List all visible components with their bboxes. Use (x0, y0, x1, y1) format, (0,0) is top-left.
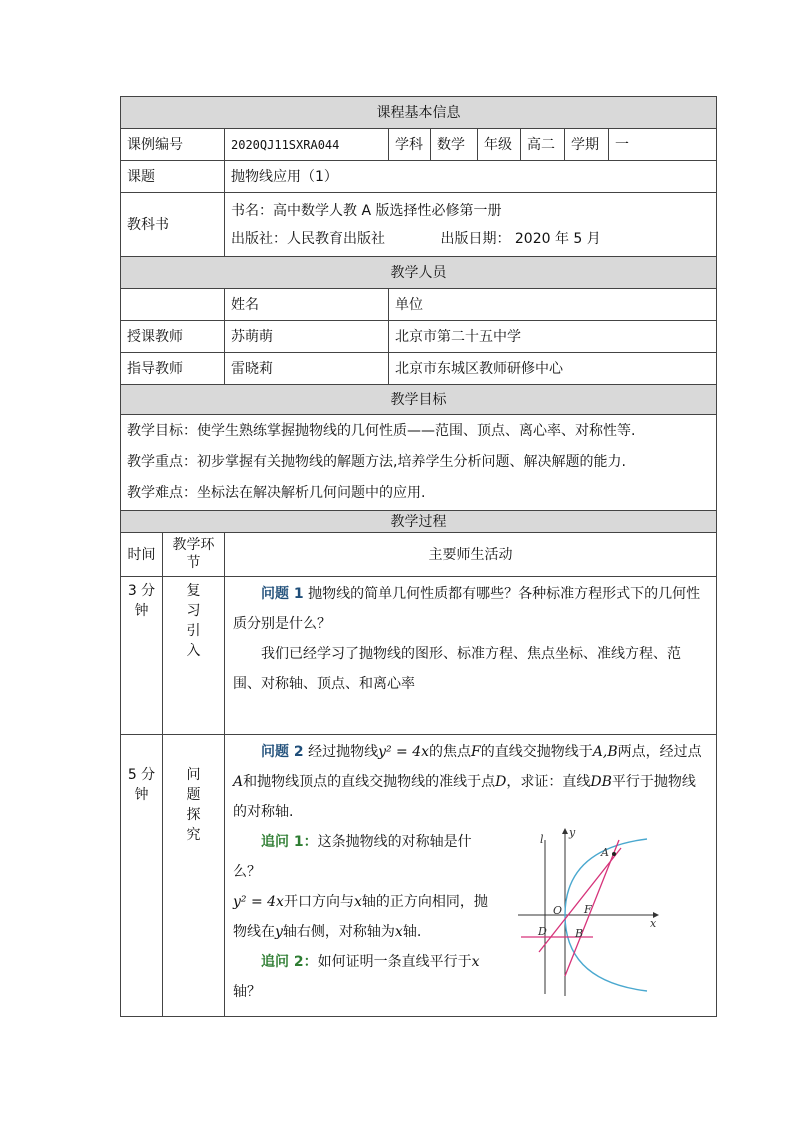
q2-text-g: 平行于抛物线的对称轴. (233, 774, 696, 820)
f1-text-d: 轴. (402, 924, 422, 940)
pub-date: 出版日期： 2020 年 5 月 (440, 230, 601, 247)
f1-text-b: 轴的正方向相同，抛物线在 (233, 894, 488, 940)
book-name: 书名：高中数学人教 A 版选择性必修第一册 (231, 202, 502, 219)
goal-text: 教学目标：使学生熟练掌握抛物线的几何性质——范围、顶点、离心率、对称性等. (127, 423, 636, 439)
label-a: A (601, 846, 609, 859)
focus-symbol: F (471, 744, 481, 760)
term-label: 学期 (565, 129, 609, 161)
label-f: F (584, 903, 592, 916)
question-1-text: 抛物线的简单几何性质都有哪些？各种标准方程形式下的几何性质分别是什么？ (233, 586, 701, 632)
followup-1-label: 追问 1： (261, 834, 318, 850)
f1-text-c: 轴右侧，对称轴为 (282, 924, 395, 940)
f1-x: x (353, 894, 362, 910)
y-axis-arrow (562, 828, 568, 834)
point-a-dot (612, 852, 616, 856)
goals-header: 教学目标 (121, 385, 717, 415)
row1-activity (225, 577, 717, 735)
review-text: 我们已经学习了抛物线的图形、标准方程、焦点坐标、准线方程、范围、对称轴、顶点、和离心率 (233, 646, 681, 692)
label-o: O (553, 904, 563, 917)
topic-label: 课题 (121, 161, 225, 193)
basic-info-header: 课程基本信息 (121, 97, 717, 129)
line-db: DB (590, 774, 612, 790)
lecturer-name: 苏萌萌 (225, 321, 389, 353)
f1-y: y (275, 924, 283, 940)
code-label: 课例编号 (121, 129, 225, 161)
q2-text-d: 两点，经过点 (617, 744, 702, 760)
grade-label: 年级 (478, 129, 521, 161)
staff-header: 教学人员 (121, 257, 717, 289)
label-y: y (569, 826, 576, 839)
label-x: x (650, 917, 657, 930)
row1-stage-text: 复习引入 (186, 583, 201, 659)
question-2-label: 问题 2 (261, 744, 304, 760)
grade-value: 高二 (521, 129, 565, 161)
followup-2-text: 如何证明一条直线平行于 (317, 954, 472, 970)
row2-time-text: 5 分钟 (127, 767, 156, 803)
q2-text-f: ，求证：直线 (506, 774, 591, 790)
points-ab: A,B (592, 744, 618, 760)
textbook-info (225, 193, 717, 257)
row1-stage (163, 577, 225, 735)
point-a: A (233, 774, 244, 790)
f2-tail: 轴？ (233, 984, 261, 1000)
row1-time-text: 3 分钟 (127, 583, 156, 619)
goals-body (121, 415, 717, 511)
label-l: l (540, 833, 544, 846)
parabola-figure (513, 826, 661, 998)
subject-label: 学科 (389, 129, 431, 161)
q2-text-b: 的焦点 (429, 744, 472, 760)
subject-value: 数学 (431, 129, 478, 161)
followup-1-text: 这条抛物线的对称轴是什么？ (233, 834, 472, 880)
difficulty-text: 教学难点：坐标法在解决解析几何问题中的应用. (127, 485, 426, 501)
advisor-name: 雷晓莉 (225, 353, 389, 385)
lecturer-unit: 北京市第二十五中学 (389, 321, 717, 353)
key-text: 教学重点：初步掌握有关抛物线的解题方法,培养学生分析问题、解决解题的能力. (127, 454, 626, 470)
process-header: 教学过程 (121, 511, 717, 533)
q2-text-a: 经过抛物线 (303, 744, 379, 760)
role-advisor: 指导教师 (121, 353, 225, 385)
topic-value: 抛物线应用（1） (225, 161, 717, 193)
row2-stage (163, 735, 225, 1017)
code-value: 2020QJ11SXRA044 (225, 129, 389, 161)
followup-2-label: 追问 2： (261, 954, 318, 970)
f1-equation: y² = 4x (233, 894, 284, 910)
f1-x2: x (394, 924, 403, 940)
parabola-equation: y² = 4x (378, 744, 430, 760)
col-stage-text: 教学环节 (172, 537, 215, 571)
advisor-unit: 北京市东城区教师研修中心 (389, 353, 717, 385)
col-activity: 主要师生活动 (225, 533, 717, 577)
q2-text-e: 和抛物线顶点的直线交抛物线的准线于点 (243, 774, 496, 790)
label-b: B (575, 927, 584, 940)
publisher: 出版社：人民教育出版社 (231, 230, 385, 247)
label-d: D (538, 925, 547, 938)
point-d: D (495, 774, 507, 790)
f2-x: x (471, 954, 480, 970)
question-1-label: 问题 1 (261, 586, 304, 602)
col-time: 时间 (121, 533, 163, 577)
col-stage (163, 533, 225, 577)
row1-time (121, 577, 163, 735)
row2-stage-text: 问题探究 (186, 767, 201, 843)
col-unit: 单位 (389, 289, 717, 321)
staff-empty (121, 289, 225, 321)
q2-text-c: 的直线交抛物线于 (480, 744, 593, 760)
f1-text-a: 开口方向与 (283, 894, 354, 910)
col-name: 姓名 (225, 289, 389, 321)
role-lecturer: 授课教师 (121, 321, 225, 353)
textbook-label: 教科书 (121, 193, 225, 257)
term-value: 一 (609, 129, 717, 161)
row2-time (121, 735, 163, 1017)
